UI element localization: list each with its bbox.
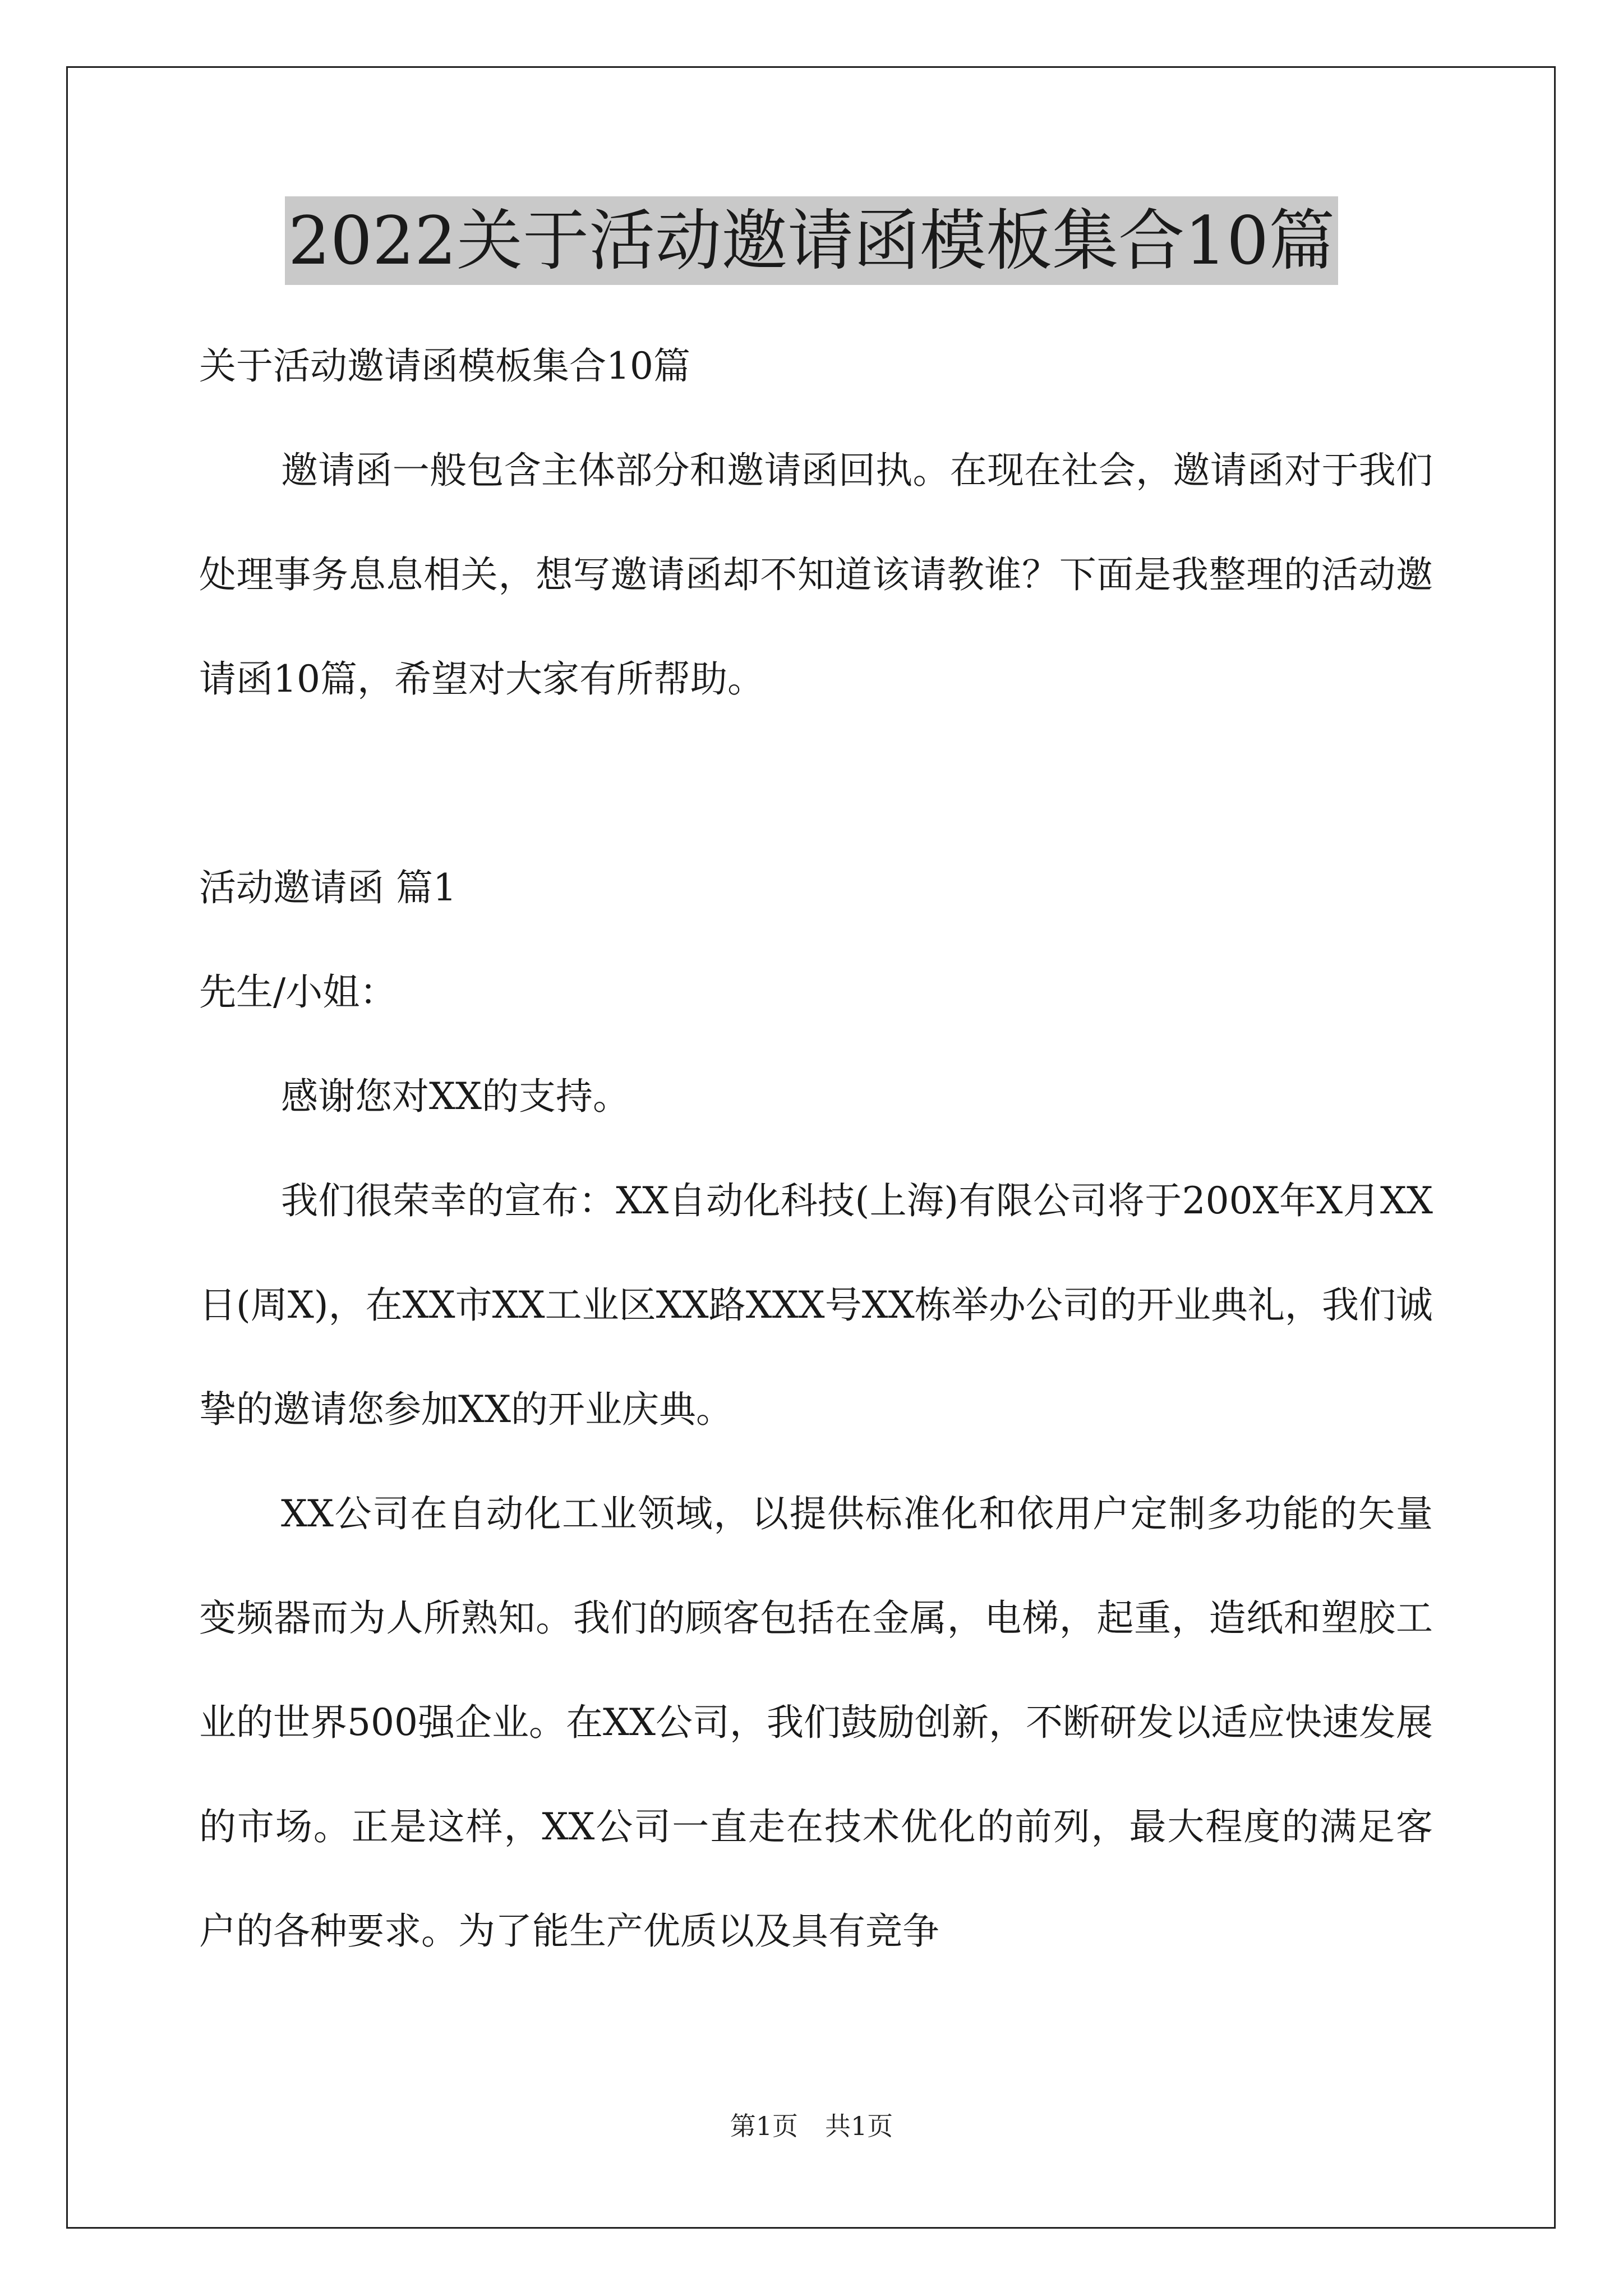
document-body	[199, 314, 1433, 1984]
page-number-current: 第1页	[730, 2111, 798, 2141]
intro-paragraph: 邀请函一般包含主体部分和邀请函回执。在现在社会，邀请函对于我们处理事务息息相关，想写邀请函却不知道该请教谁？下面是我整理的活动邀请函10篇，希望对大家有所帮助。	[199, 449, 1433, 701]
document-title: 2022关于活动邀请函模板集合10篇	[285, 196, 1338, 285]
body-paragraph: XX公司在自动化工业领域，以提供标准化和依用户定制多功能的矢量变频器而为人所熟知。我们的顾客包括在金属，电梯，起重，造纸和塑胶工业的世界500强企业。在XX公司，我们鼓励创新，不断研发以适应快速发展的市场。正是这样，XX公司一直走在技术优化的前列，最大程度的满足客户的各种要求。为了能生产优质以及具有竞争	[199, 1492, 1433, 1953]
section-spacer	[199, 731, 1433, 836]
salutation: 先生/小姐：	[199, 970, 397, 1014]
section-heading: 活动邀请函 篇1	[199, 866, 457, 909]
document-subtitle: 关于活动邀请函模板集合10篇	[199, 344, 690, 388]
body-paragraph: 感谢您对XX的支持。	[281, 1075, 630, 1118]
body-paragraph: 我们很荣幸的宣布：XX自动化科技(上海)有限公司将于200X年X月XX日(周X)，在XX市XX工业区XX路XXX号XX栋举办公司的开业典礼，我们诚挚的邀请您参加XX的开业庆典。	[199, 1179, 1433, 1431]
page-footer	[0, 2109, 1623, 2143]
title-container	[0, 196, 1623, 285]
page-number-total: 共1页	[825, 2111, 893, 2141]
